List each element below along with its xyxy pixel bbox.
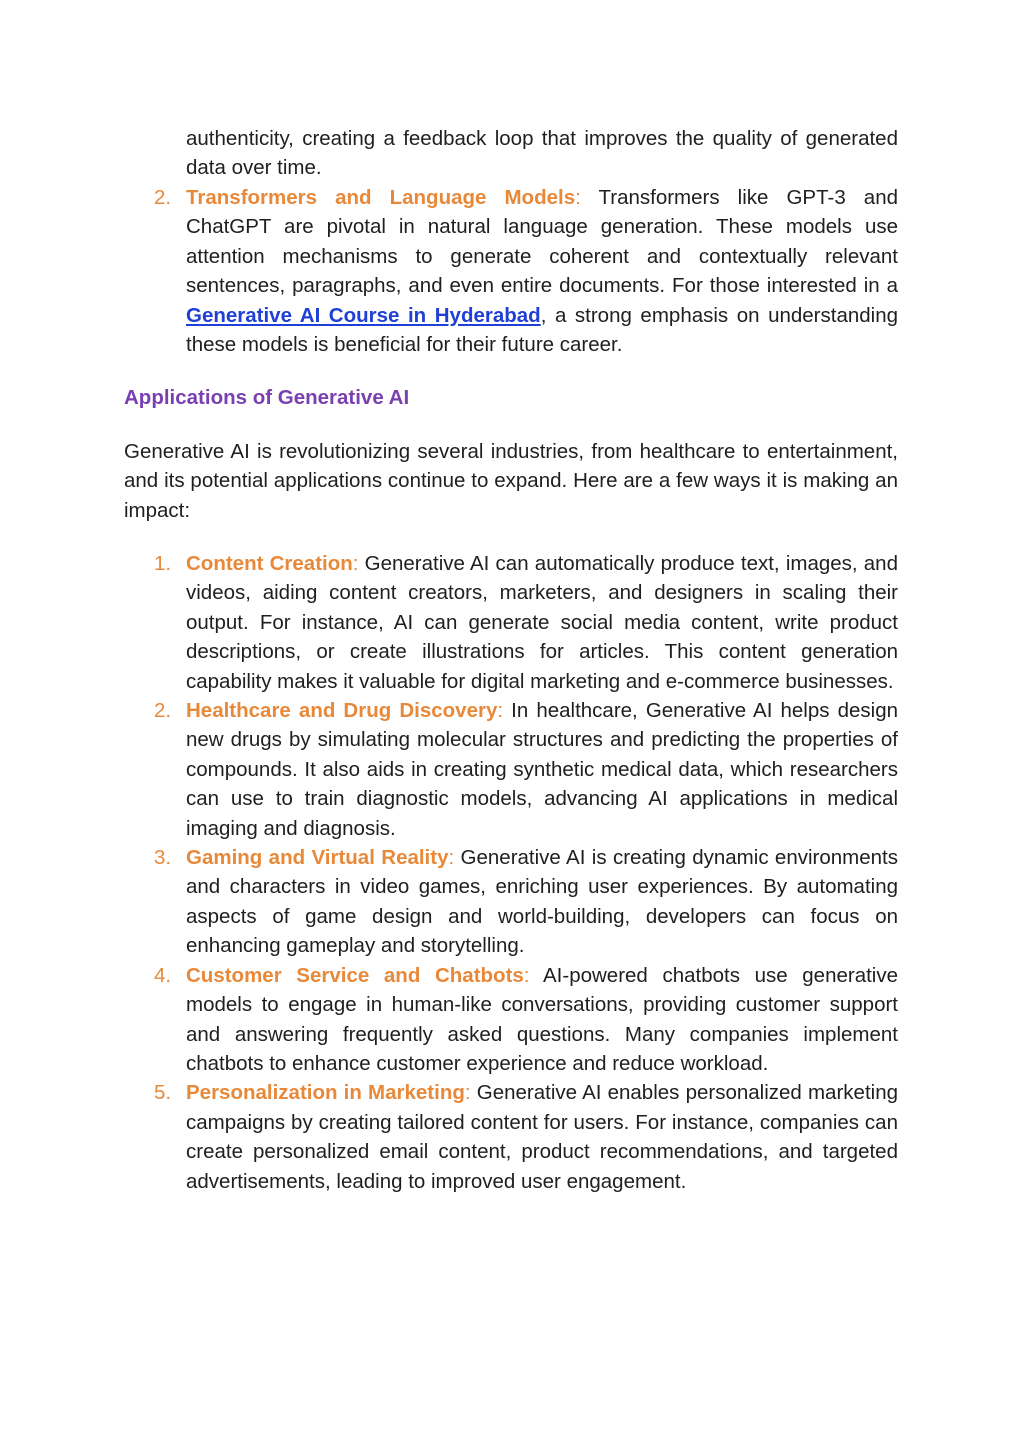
list-number: 1.: [154, 552, 172, 575]
list-text: In healthcare, Generative AI helps design new drugs by simulating molecular structures and predicting the properties of compounds. It also aids in creating synthetic medical data, which researchers can use to train diagnostic models, advancing AI applications in medical imaging and diagnosis.: [186, 699, 898, 840]
list-colon: :: [464, 1081, 471, 1105]
list-item: [150, 549, 898, 696]
list-term: Healthcare and Drug Discovery: [186, 699, 498, 723]
list-colon: :: [352, 552, 359, 575]
list-colon: :: [448, 846, 455, 870]
list-text: Generative AI is creating dynamic environments and characters in video games, enriching user experiences. By automating aspects of game design and world-building, developers can focus on enhancing gameplay and storytelling.: [186, 846, 898, 958]
list-number: 4.: [154, 963, 172, 987]
list-colon: :: [575, 186, 581, 209]
list-text: Generative AI enables personalized marketing campaigns by creating tailored content for users. For instance, companies can create personalized email content, product recommendations, and targeted advertisements, leading to improved user engagement.: [186, 1081, 898, 1193]
list-text: Transformers like GPT-3 and ChatGPT are pivotal in natural language generation. These models use attention mechanisms to generate coherent and contextually relevant sentences, paragraphs, and even entire documents. For those interested in a: [186, 186, 898, 298]
list-colon: :: [497, 699, 504, 723]
list-item: [150, 696, 898, 843]
list-item: [150, 1078, 898, 1196]
list-text: AI-powered chatbots use generative models to engage in human-like conversations, providing customer support and answering frequently asked questions. Many companies implement chatbots to enhance customer experience and reduce workload.: [186, 963, 898, 1075]
intro-paragraph: Generative AI is revolutionizing several industries, from healthcare to entertainment, and its potential applications continue to expand. Here are a few ways it is making an impact:: [124, 440, 898, 522]
top-numbered-list: [150, 183, 898, 359]
list-term: Customer Service and Chatbots: [186, 963, 524, 987]
list-term: Content Creation: [186, 552, 353, 575]
list-item: [150, 843, 898, 961]
list-term: Gaming and Virtual Reality: [186, 846, 449, 870]
list-term: Personalization in Marketing: [186, 1081, 465, 1105]
continuation-paragraph: authenticity, creating a feedback loop that improves the quality of generated data over time.: [186, 127, 898, 180]
list-text: Generative AI can automatically produce text, images, and videos, aiding content creators, marketers, and designers in scaling their output. For instance, AI can generate social media content, write product descriptions, or create illustrations for articles. This content generation capability makes it valuable for digital marketing and e-commerce businesses.: [186, 552, 898, 693]
list-colon: :: [523, 963, 530, 987]
list-item: [150, 961, 898, 1079]
list-number: 2.: [154, 186, 172, 209]
applications-list: [150, 549, 898, 1196]
list-number: 5.: [154, 1081, 172, 1105]
list-number: 3.: [154, 846, 172, 870]
list-number: 2.: [154, 699, 172, 723]
course-link[interactable]: Generative AI Course in Hyderabad: [186, 303, 541, 327]
list-text: , a strong emphasis on understanding these models is beneficial for their future career.: [186, 303, 899, 357]
list-item: [150, 183, 898, 359]
list-term: Transformers and Language Models: [186, 186, 576, 209]
section-heading: Applications of Generative AI: [124, 386, 410, 409]
